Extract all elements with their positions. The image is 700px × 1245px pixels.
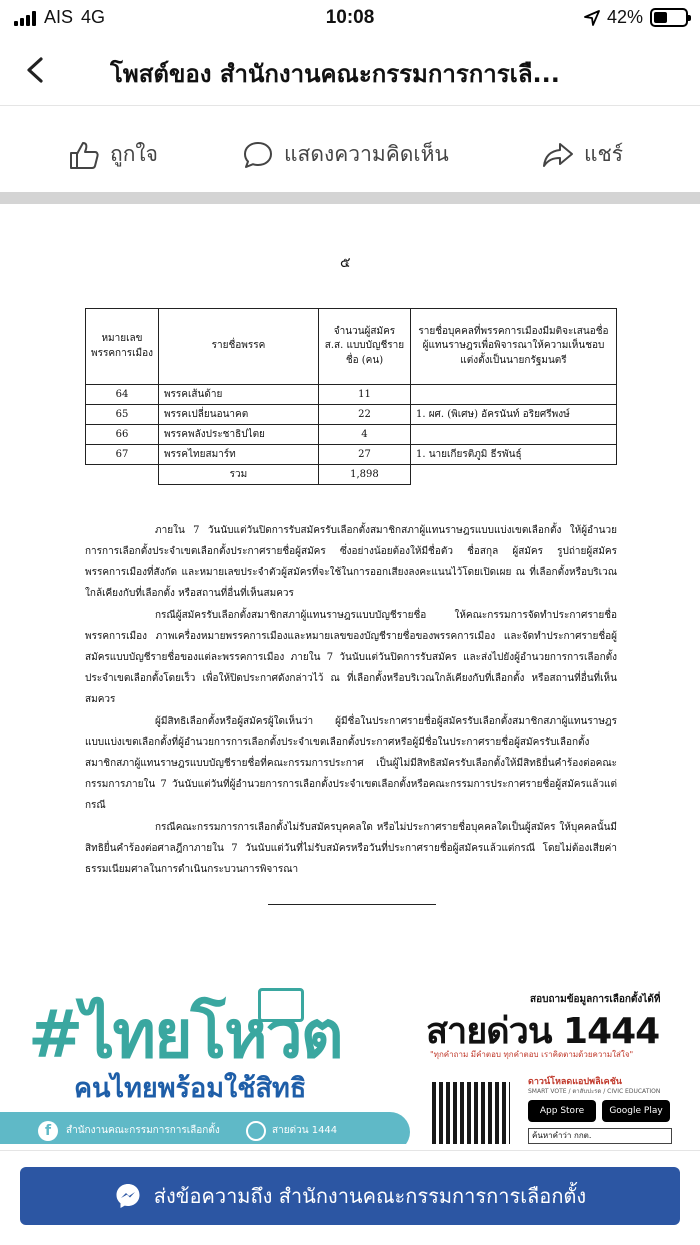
battery-icon [650,8,688,27]
party-number: 66 [86,425,159,445]
status-bar [0,0,700,36]
ribbon-hotline: สายด่วน 1444 [272,1125,338,1136]
col-header: รายชื่อพรรค [158,309,318,385]
hotline-slogan: "ทุกคำถาม มีคำตอบ ทุกคำตอบ เราคิดตามด้วยความใส่ใจ" [430,1050,634,1059]
table-row [86,425,617,445]
col-header: หมายเลขพรรคการเมือง [86,309,159,385]
clock: 10:08 [325,7,375,28]
share-button[interactable] [542,138,623,171]
candidate-count: 4 [318,425,410,445]
app-store-badge: App Store [528,1100,596,1122]
table-row [86,385,617,405]
candidate-count: 22 [318,405,410,425]
party-name: พรรคพลังประชาธิปไตย [158,425,318,445]
hotline-number: สายด่วน 1444 [426,1011,660,1052]
like-button[interactable] [68,138,158,171]
paragraph: ภายใน 7 วันนับแต่วันปิดการรับสมัครรับเลือกตั้งสมาชิกสภาผู้แทนราษฎรแบบแบ่งเขตเลือกตั้ง ให้ผู้อำนวยการการเลือกตั้งประจำเขตเลือกตั้งประกาศรายชื่อผู้สมัคร ซึ่งอย่างน้อยต้องให้มีชื่อตัว ชื่อสกุล ผู้สมัคร รูปถ่ายผู้สมัคร พรรคการเมืองที่สังกัด และหมายเลขประจำตัวผู้สมัครที่จะใช้ในการออกเสียงลงคะแนนไว้โดยเปิดเผย ณ ที่เลือกตั้งหรือบริเวณใกล้เคียงกับที่เลือกตั้ง หรือสถานที่อื่นที่เห็นสมควร [85,525,617,599]
send-message-button[interactable] [20,1167,680,1225]
download-apps: SMART VOTE / ตาสับปะรด / CIVIC EDUCATION [528,1088,661,1095]
party-name: พรรคเส้นด้าย [158,385,318,405]
battery-percent: 42% [606,7,643,27]
paragraph: ผู้มีสิทธิเลือกตั้งหรือผู้สมัครผู้ใดเห็นว่า ผู้มีชื่อในประกาศรายชื่อผู้สมัครรับเลือกตั้งสมาชิกสภาผู้แทนราษฎรแบบแบ่งเขตเลือกตั้งที่ผู้อำนวยการการเลือกตั้งประจำเขตเลือกตั้งประกาศหรือผู้มีชื่อในประกาศรายชื่อผู้สมัครรับเลือกตั้งสมาชิกสภาผู้แทนราษฎรแบบบัญชีรายชื่อที่คณะกรรมการประกาศ เป็นผู้ไม่มีสิทธิสมัครรับเลือกตั้งให้มีสิทธิยื่นคำร้องต่อคณะกรรมการภายใน 7 วันนับแต่วันที่ผู้อำนวยการการเลือกตั้งประจำเขตเลือกตั้งหรือคณะกรรมการประกาศรายชื่อผู้สมัครแล้วแต่กรณี [85,716,617,811]
thumbs-up-icon [68,140,100,170]
banner-search-box [528,1128,672,1144]
location-arrow-icon [584,10,600,26]
nominee [410,385,616,405]
download-label: ดาวน์โหลดแอปพลิเคชัน [528,1077,622,1087]
phone-icon [246,1121,266,1141]
comment-bubble-icon [242,140,274,170]
table-total-row [86,465,617,485]
back-chevron-icon[interactable] [18,52,54,88]
document-image[interactable] [0,204,700,944]
send-message-label: ส่งข้อความถึง สำนักงานคณะกรรมการการเลือกตั้ง [153,1184,587,1208]
total-label: รวม [158,465,318,485]
col-header: รายชื่อบุคคลที่พรรคการเมืองมีมติจะเสนอชื่อผู้แทนราษฎรเพื่อพิจารณาให้ความเห็นชอบแต่งตั้งเป็นนายกรัฐมนตรี [410,309,616,385]
network-type: 4G [81,7,106,27]
nominee: 1. ผศ. (พิเศษ) อัครนันท์ อริยศรีพงษ์ [410,405,616,425]
comment-button[interactable] [242,138,449,171]
paragraph: กรณีผู้สมัครรับเลือกตั้งสมาชิกสภาผู้แทนราษฎรแบบบัญชีรายชื่อ ให้คณะกรรมการจัดทำประกาศรายชื่อพรรคการเมือง ภาพเครื่องหมายพรรคการเมืองและหมายเลขของบัญชีรายชื่อของพรรคการเมือง และจัดทำประกาศรายชื่อผู้สมัครแบบบัญชีรายชื่อของแต่ละพรรคการเมือง ภายใน 7 วันนับแต่วันปิดการรับสมัคร และส่งไปยังผู้อำนวยการการเลือกตั้งประจำเขตเลือกตั้งโดยเร็ว เพื่อให้ปิดประกาศดังกล่าวไว้ ณ ที่เลือกตั้งหรือบริเวณใกล้เคียงกับที่เลือกตั้ง หรือสถานที่อื่นที่เห็นสมควร [85,610,617,705]
banner-hashtag: #ไทยโหวต [28,996,342,1073]
page-title: โพสต์ของ สำนักงานคณะกรรมการการเลื... [110,60,560,88]
election-banner [0,944,700,1144]
banner-subtitle: คนไทยพร้อมใช้สิทธิ [74,1073,307,1104]
party-table [85,308,617,485]
candidate-count: 11 [318,385,410,405]
like-label: ถูกใจ [110,142,158,166]
post-header [0,38,700,106]
paragraph: กรณีคณะกรรมการการเลือกตั้งไม่รับสมัครบุคคลใด หรือไม่ประกาศรายชื่อบุคคลใดเป็นผู้สมัคร ให้บุคคลนั้นมีสิทธิยื่นคำร้องต่อศาลฎีกาภายใน 7 วันนับแต่วันที่ไม่รับสมัครหรือวันที่ประกาศรายชื่อผู้สมัครแล้วแต่กรณี โดยไม่ต้องเสียค่าธรรมเนียมศาลในการดำเนินกระบวนการพิจารณา [85,822,617,875]
qr-code-icon [432,1082,510,1144]
google-play-badge: Google Play [602,1100,670,1122]
party-name: พรรคไทยสมาร์ท [158,445,318,465]
section-divider [0,192,700,204]
col-header: จำนวนผู้สมัคร ส.ส. แบบบัญชีรายชื่อ (คน) [318,309,410,385]
party-name: พรรคเปลี่ยนอนาคต [158,405,318,425]
nominee: 1. นายเกียรติภูมิ ธีรพันธุ์ [410,445,616,465]
share-arrow-icon [542,140,574,170]
candidate-count: 27 [318,445,410,465]
search-value: กกต. [573,1131,592,1140]
bottom-bar [0,1150,700,1245]
facebook-icon: f [38,1121,58,1141]
page-number: ๕ [340,255,351,271]
party-number: 67 [86,445,159,465]
status-right [584,7,688,28]
nominee [410,425,616,445]
hotline-caption: สอบถามข้อมูลการเลือกตั้งได้ที่ [530,994,661,1005]
table-row [86,445,617,465]
comment-label: แสดงความคิดเห็น [284,142,449,166]
carrier-name: AIS [44,7,74,27]
office-name: สำนักงานคณะกรรมการการเลือกตั้ง [66,1125,220,1136]
document-body [85,520,617,881]
table-header-row [86,309,617,385]
search-label: ค้นหาคำว่า [532,1131,572,1140]
messenger-icon [114,1182,142,1210]
share-label: แชร์ [584,142,624,166]
contact-ribbon [0,1112,410,1144]
post-actions [0,108,700,192]
total-value: 1,898 [318,465,410,485]
table-row [86,405,617,425]
party-number: 65 [86,405,159,425]
party-number: 64 [86,385,159,405]
end-rule [268,904,436,905]
